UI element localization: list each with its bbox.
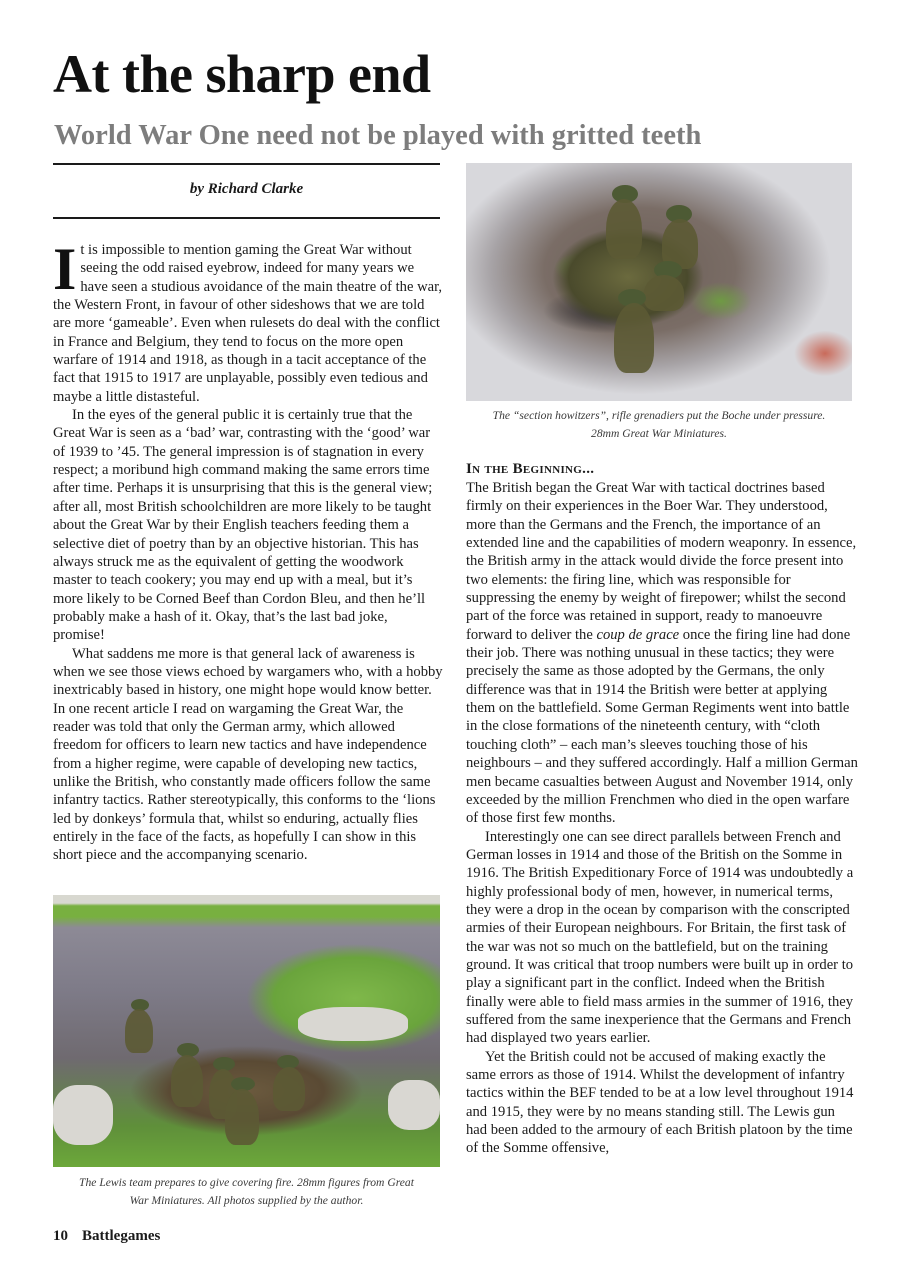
paragraph-4: The British began the Great War with tactical doctrines based firmly on their experiences in the Boer War. They understood, more than the Germans and the French, the importance of an extended line and the capabilities of modern weaponry. In essence, the British army in the attack would divide the force present into two elements: the firing line, which was responsible for suppressing the enemy by weight of firepower; whilst the second part of the force was retained in support, ready to manoeuvre forward to deliver the coup de grace once the firing line had done their job. There was nothing unusual in these tactics; they were precisely the same as those adopted by the Germans, the only difference was that in 1914 the British were better at applying them on the battlefield. Some German Regiments went into battle in the close formations of the nineteenth century, with “cloth touching cloth” – each man’s sleeves touching those of his neighbours – and they suffered accordingly. Half a million German men became casualties between August and November 1914, only exceeded by the million Frenchmen who died in the open warfare of those first few months. — [466, 480, 858, 827]
paragraph-2: In the eyes of the general public it is certainly true that the Great War is seen as a ‘bad’ war, contrasting with the ‘good’ war of 1939 to ’45. The general impression is of stagnation in every respect; a moribund high command making the same errors time after time. Perhaps it is unsurprising that this is the general view; after all, most British schoolchildren are more likely to be taught about the Great War by their English teachers feeding them a selective diet of poetry than by an objective historian. This has always struck me as the equivalent of getting the woodwork master to teach cookery; you may end up with a meal, but it’s more likely to be Corned Beef than Cordon Bleu, and then he’ll probably make a hash of it. Okay, that’s the last bad joke, promise! — [53, 407, 433, 644]
page-number: 10 — [53, 1228, 68, 1244]
photo-caption-top-right: The “section howitzers”, rifle grenadiers put the Boche under pressure. 28mm Great War Miniatures. — [492, 409, 826, 440]
photo-rifle-grenadiers — [466, 163, 852, 401]
sandbag — [298, 1007, 408, 1041]
photo-lewis-team-trench — [53, 895, 440, 1167]
publication-name: Battlegames — [82, 1228, 161, 1244]
sandbag — [53, 1085, 113, 1145]
miniature-figure — [225, 1089, 259, 1145]
photo-caption-bottom-left: The Lewis team prepares to give covering fire. 28mm figures from Great War Miniatures. All photos supplied by the author. — [79, 1176, 414, 1207]
miniature-figure — [606, 199, 642, 259]
byline: by Richard Clarke — [189, 181, 304, 197]
paragraph-1: It is impossible to mention gaming the Great War without seeing the odd raised eyebrow, indeed for many years we have seen a studious avoidance of the main theatre of the war, the Western Front, in favour of other sideshows that we are told are more ‘gameable’. Even when rulesets do deal with the conflict in France and Belgium, they tend to focus on the more open warfare of 1914 and 1918, as though in a tacit acceptance of the fact that 1915 to 1917 are unplayable, possibly even tedious and maybe a little distasteful. — [53, 236, 443, 405]
drop-cap: I — [53, 236, 77, 302]
sandbag — [388, 1080, 440, 1130]
miniature-figure — [644, 275, 684, 311]
article-title: At the sharp end — [53, 44, 431, 104]
article-subtitle: World War One need not be played with gritted teeth — [54, 120, 702, 151]
miniature-figure — [125, 1009, 153, 1053]
miniature-figure — [614, 303, 654, 373]
byline-top-rule — [53, 163, 440, 165]
section-heading: In the Beginning... — [466, 461, 595, 477]
miniature-figure — [171, 1055, 203, 1107]
paragraph-6: Yet the British could not be accused of making exactly the same errors as those of 1914. Whilst the development of infantry tactics within the BEF tended to be at a low level throughout 1914 and 1915, they were by no means standing still. The Lewis gun had been added to the armoury of each British platoon by the time of the Somme offensive, — [466, 1048, 854, 1157]
miniature-figure — [273, 1067, 305, 1111]
left-column — [53, 236, 443, 865]
page-footer — [53, 1228, 160, 1245]
right-column — [466, 459, 858, 1158]
paragraph-3: What saddens me more is that general lack of awareness is when we see those views echoed by wargamers who, with a hobby inextricably based in history, one might hope would know better. In one recent article I read on wargaming the Great War, the reader was told that only the German army, which allowed freedom for officers to learn new tactics and have independence from a higher regime, were capable of developing new tactics, unlike the British, who constantly made officers follow the same infantry tactics. Rather stereotypically, this conforms to the ‘lions led by donkeys’ formula that, whilst so enduring, actually flies entirely in the face of the facts, as hopefully I can show in this short piece and the accompanying scenario. — [53, 645, 443, 864]
paragraph-5: Interestingly one can see direct parallels between French and German losses in 1914 and those of the British on the Somme in 1916. The British Expeditionary Force of 1914 was undoubtedly a highly professional body of men, however, in numerical terms, they were a drop in the ocean by comparison with the conscripted armies of their European neighbours. For Britain, the first task of the war was not so much on the battlefield, but on the training ground. It was critical that troop numbers were built up in order to play a significant part in the conflict. Indeed when the British finally were able to field mass armies in the summer of 1916, they suffered from the same inexperience that the Germans and French had displayed two years earlier. — [466, 828, 854, 1047]
byline-bottom-rule — [53, 217, 440, 219]
